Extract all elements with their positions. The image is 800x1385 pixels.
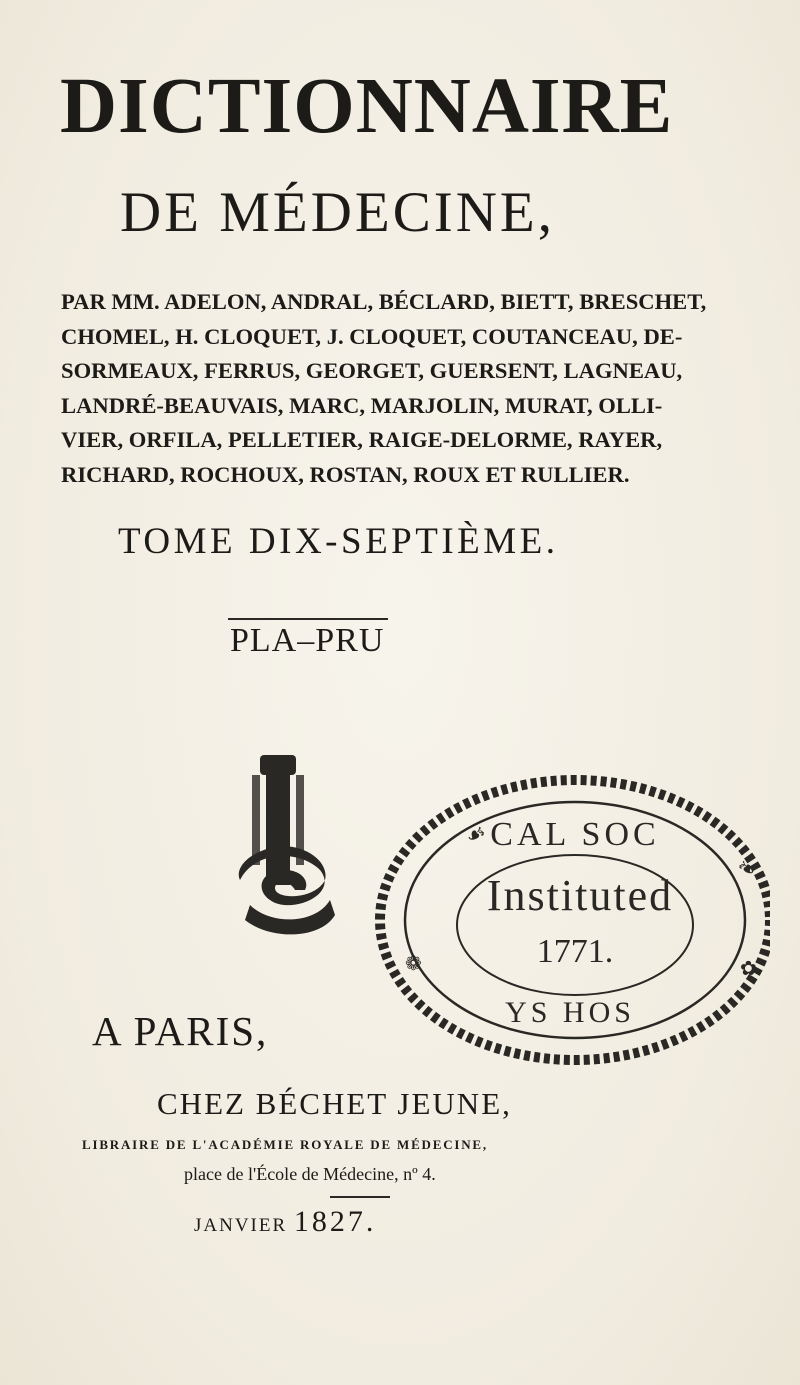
svg-text:☙: ☙	[461, 818, 490, 850]
publisher-address: place de l'École de Médecine, nº 4.	[184, 1164, 436, 1184]
publication-place: A PARIS,	[92, 1008, 269, 1054]
publication-month: JANVIER	[194, 1215, 288, 1236]
staff-emblem-icon	[239, 755, 335, 934]
publisher-name: CHEZ BÉCHET JEUNE,	[157, 1086, 512, 1121]
volume-range: PLA–PRU	[230, 622, 385, 659]
publication-date	[194, 1207, 376, 1241]
divider-rule	[330, 1196, 390, 1198]
stamp-text-top: CAL SOC	[490, 816, 660, 853]
publication-year: 1827.	[293, 1205, 377, 1238]
stamp-year: 1771.	[536, 933, 614, 970]
library-stamp	[230, 730, 770, 1070]
authors-line: PAR MM. ADELON, ANDRAL, BÉCLARD, BIETT, BRESCHET,	[61, 289, 707, 314]
authors-line: VIER, ORFILA, PELLETIER, RAIGE-DELORME, RAYER,	[61, 427, 663, 452]
stamp-text-bottom: YS HOS	[505, 996, 635, 1029]
publisher-role: LIBRAIRE DE L'ACADÉMIE ROYALE DE MÉDECINE,	[82, 1137, 488, 1152]
svg-text:✿: ✿	[740, 958, 757, 980]
volume-label: TOME DIX-SEPTIÈME.	[118, 521, 559, 562]
svg-text:❁: ❁	[405, 953, 422, 975]
svg-text:❧: ❧	[732, 852, 761, 884]
authors-line: LANDRÉ-BEAUVAIS, MARC, MARJOLIN, MURAT, OLLI-	[61, 392, 663, 418]
authors-block	[61, 285, 707, 492]
book-title: DICTIONNAIRE	[60, 63, 674, 150]
authors-line: SORMEAUX, FERRUS, GEORGET, GUERSENT, LAGNEAU,	[61, 358, 683, 383]
book-subtitle: DE MÉDECINE,	[120, 181, 555, 244]
stamp-text-middle: Instituted	[486, 871, 674, 920]
authors-line: RICHARD, ROCHOUX, ROSTAN, ROUX ET RULLIER.	[61, 461, 630, 487]
authors-line: CHOMEL, H. CLOQUET, J. CLOQUET, COUTANCEAU, DE-	[61, 323, 683, 349]
